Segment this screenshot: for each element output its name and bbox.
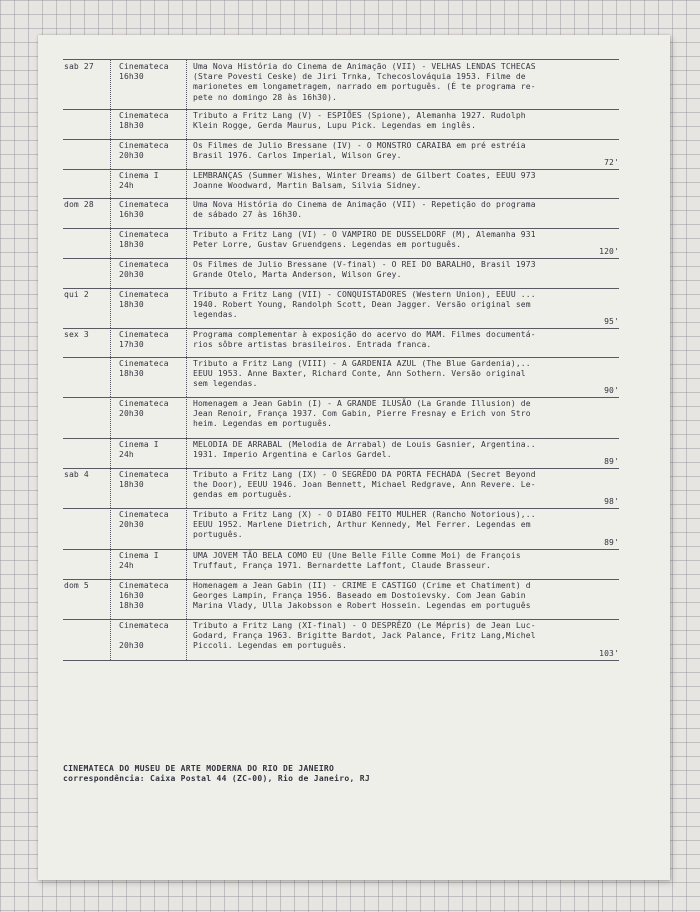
film-description: UMA JOVEM TÃO BELA COMO EU (Une Belle Fille Comme Moi) de François Truffaut, França 1971. Bernardette Laffont, Claude Brasseur. [193, 551, 521, 571]
schedule-row [63, 438, 619, 469]
schedule-row [63, 258, 619, 289]
schedule-row [63, 139, 619, 170]
footer-organization: CINEMATECA DO MUSEU DE ARTE MODERNA DO RIO DE JANEIRO [63, 764, 335, 773]
venue-time: Cinemateca 18h30 [119, 359, 169, 379]
duration: 98' [604, 496, 619, 506]
schedule-row [63, 508, 619, 550]
film-description: Os Filmes de Julio Bressane (V-final) - O REI DO BARALHO, Brasil 1973 Grande Otelo, Marta Anderson, Wilson Grey. [193, 260, 536, 280]
day-label: qui 2 [64, 290, 89, 299]
venue-time: Cinema I 24h [119, 440, 159, 460]
day-label: dom 5 [64, 581, 89, 590]
venue-time: Cinemateca 16h30 18h30 [119, 581, 169, 611]
film-description: Uma Nova História do Cinema de Animação (VII) - VELHAS LENDAS TCHECAS (Stare Povesti Ceske) de Jiri Trnka, Tchecoslováquia 1953. Filme de marionetes em longametragem, narrado em português. (É te programa re- pete no domingo 28 às 16h30). [193, 62, 536, 102]
duration: 90' [604, 385, 619, 395]
film-description: Os Filmes de Julio Bressane (IV) - O MONSTRO CARAIBA em pré estréia Brasil 1976. Carlos Imperial, Wilson Grey. [193, 141, 526, 161]
schedule-row [63, 228, 619, 259]
venue-time: Cinemateca 20h30 [119, 510, 169, 530]
duration: 103' [599, 648, 619, 658]
film-description: Homenagem a Jean Gabin (II) - CRIME E CASTIGO (Crime et Chatiment) d Georges Lampin, França 1956. Baseado em Dostoievsky. Com Jean Gabin Marina Vlady, Ulla Jakobsson e Robert Hossein. Legendas em português [193, 581, 531, 611]
venue-time: Cinemateca 18h30 [119, 230, 169, 250]
venue-time: Cinemateca 16h30 [119, 62, 169, 82]
venue-time: Cinema I 24h [119, 551, 159, 571]
film-description: Tributo a Fritz Lang (V) - ESPIÕES (Spione), Alemanha 1927. Rudolph Klein Rogge, Gerda Maurus, Lupu Pick. Legendas em inglês. [193, 111, 526, 131]
film-description: Tributo a Fritz Lang (IX) - O SEGRÊDO DA PORTA FECHADA (Secret Beyond the Door), EEUU 1946. Joan Bennett, Michael Redgrave, Ann Revere. Le- gendas em português. [193, 470, 536, 500]
day-label: dom 28 [64, 200, 94, 209]
duration: 72' [604, 157, 619, 167]
venue-time: Cinemateca 16h30 [119, 200, 169, 220]
venue-time: Cinemateca 18h30 [119, 470, 169, 490]
film-description: Programa complementar à exposição do acervo do MAM. Filmes documentá- rios sôbre artistas brasileiros. Entrada franca. [193, 330, 536, 350]
footer [63, 764, 583, 784]
film-description: Tributo a Fritz Lang (VIII) - A GARDENIA AZUL (The Blue Gardenia),.. EEUU 1953. Anne Baxter, Richard Conte, Ann Sothern. Versão original sem legendas. [193, 359, 531, 389]
schedule-row [63, 549, 619, 580]
duration: 120' [599, 246, 619, 256]
film-description: Tributo a Fritz Lang (X) - O DIABO FEITO MULHER (Rancho Notorious),.. EEUU 1952. Marlene Dietrich, Arthur Kennedy, Mel Ferrer. Legendas em português. [193, 510, 536, 540]
schedule-row [63, 328, 619, 358]
film-description: Homenagem a Jean Gabin (I) - A GRANDE ILUSÃO (La Grande Illusion) de Jean Renoir, França 1937. Com Gabin, Pierre Fresnay e Erich von Stro heim. Legendas em português. [193, 399, 531, 429]
schedule-row [63, 288, 619, 329]
film-description: Uma Nova História do Cinema de Animação (VII) - Repetição do programa de sábado 27 às 16h30. [193, 200, 536, 220]
venue-time: Cinemateca 20h30 [119, 141, 169, 161]
schedule-row [63, 60, 619, 110]
venue-time: Cinemateca 17h30 [119, 330, 169, 350]
day-label: sab 27 [64, 62, 94, 71]
schedule-row [63, 619, 619, 661]
venue-time: Cinemateca 18h30 [119, 290, 169, 310]
film-description: Tributo a Fritz Lang (VI) - O VAMPIRO DE DUSSELDORF (M), Alemanha 931 Peter Lorre, Gustav Gruendgens. Legendas em português. [193, 230, 536, 250]
venue-time: Cinemateca 18h30 [119, 111, 169, 131]
film-description: MELODIA DE ARRABAL (Melodia de Arrabal) de Louis Gasnier, Argentina.. 1931. Imperio Argentina e Carlos Gardel. [193, 440, 536, 460]
duration: 89' [604, 537, 619, 547]
schedule-row [63, 468, 619, 509]
venue-time: Cinemateca 20h30 [119, 260, 169, 280]
schedule-row [63, 579, 619, 620]
venue-time: Cinema I 24h [119, 171, 159, 191]
film-description: Tributo a Fritz Lang (XI-final) - O DESPRÊZO (Le Mépris) de Jean Luc- Godard, França 1963. Brigitte Bardot, Jack Palance, Fritz Lang,Michel Piccoli. Legendas em português. [193, 621, 536, 651]
duration: 95' [604, 316, 619, 326]
footer-address: correspondência: Caixa Postal 44 (ZC-00), Rio de Janeiro, RJ [63, 774, 370, 783]
venue-time: Cinemateca 20h30 [119, 621, 169, 651]
schedule-table [63, 59, 619, 658]
venue-time: Cinemateca 20h30 [119, 399, 169, 419]
schedule-row [63, 109, 619, 140]
schedule-row [63, 198, 619, 229]
film-description: LEMBRANÇAS (Summer Wishes, Winter Dreams) de Gilbert Coates, EEUU 973 Joanne Woodward, Martin Balsam, Silvia Sidney. [193, 171, 536, 191]
schedule-row [63, 357, 619, 398]
day-label: sex 3 [64, 330, 89, 339]
schedule-row [63, 397, 619, 439]
duration: 89' [604, 456, 619, 466]
film-description: Tributo a Fritz Lang (VII) - CONQUISTADORES (Western Union), EEUU ... 1940. Robert Young, Randolph Scott, Dean Jagger. Versão original sem legendas. [193, 290, 536, 320]
schedule-row [63, 169, 619, 199]
day-label: sab 4 [64, 470, 89, 479]
